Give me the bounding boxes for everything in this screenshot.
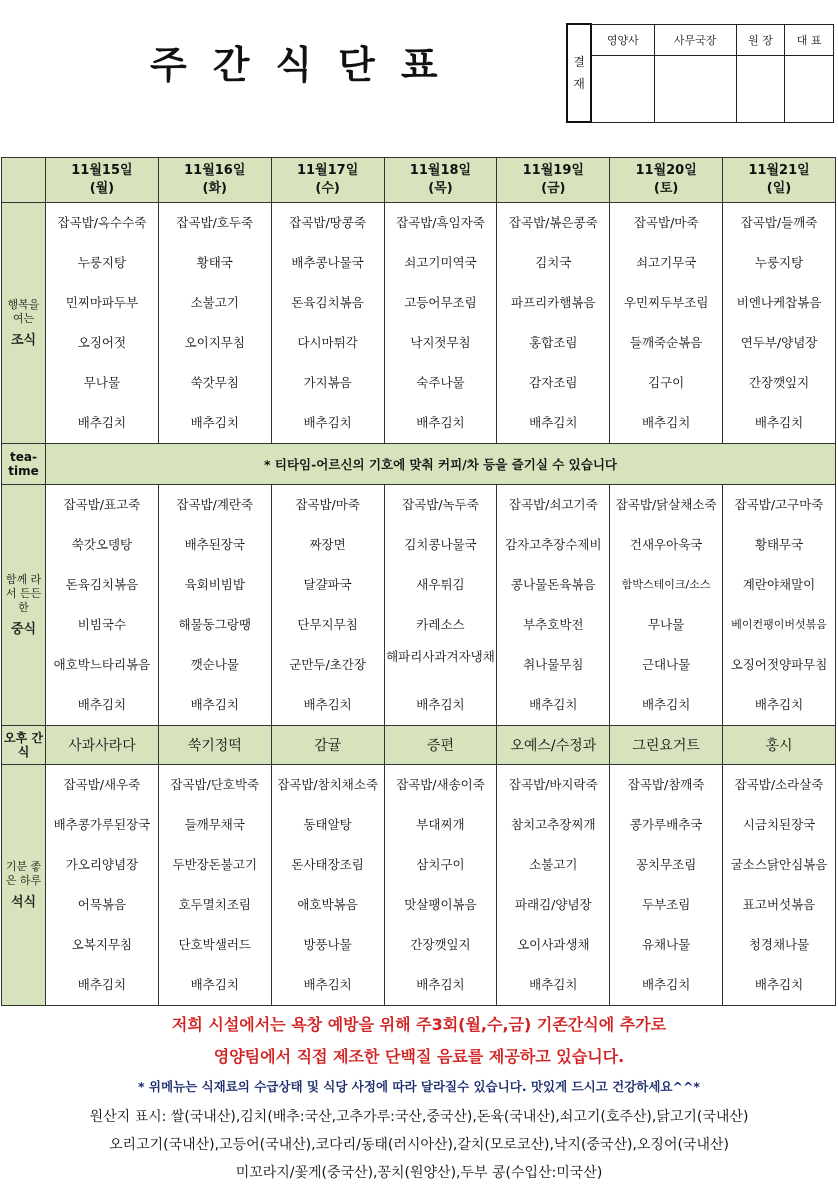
approval-box [566, 23, 834, 123]
day-of-week: (목) [428, 181, 453, 196]
menu-item: 잡곡밥/새우죽 [63, 777, 141, 792]
menu-item: 단무지무침 [297, 617, 358, 632]
menu-item: 잡곡밥/마죽 [633, 215, 699, 230]
dinner-label-main: 석식 [10, 895, 37, 910]
snack-item: 사과사라다 [46, 726, 159, 765]
menu-item: 배추김치 [303, 977, 352, 992]
menu-item: 쇠고기무국 [635, 255, 697, 270]
lunch-day-cell [384, 485, 497, 726]
menu-item: 배추김치 [416, 697, 465, 712]
menu-item: 우민찌두부조림 [623, 295, 709, 310]
menu-item: 육회비빔밥 [184, 577, 245, 592]
menu-item: 단호박샐러드 [178, 937, 251, 952]
weekly-menu-table [1, 157, 836, 1006]
snack-item: 증편 [384, 726, 497, 765]
day-date: 11월20일 [635, 163, 697, 178]
menu-item: 해파리사과겨자냉채 [386, 649, 495, 664]
menu-item: 표고버섯볶음 [742, 897, 816, 912]
menu-item: 배추김치 [529, 415, 578, 430]
origin-line: 미꼬라지/꽃게(중국산),꽁치(원양산),두부 콩(수입산:미국산) [235, 1165, 603, 1181]
menu-item: 홍합조림 [529, 335, 578, 350]
menu-item: 소불고기 [529, 857, 578, 872]
snack-row [2, 726, 836, 765]
lunch-row [2, 485, 836, 726]
menu-item: 함박스테이크/소스 [621, 578, 711, 591]
menu-item: 유채나물 [641, 937, 691, 952]
menu-item: 황태국 [196, 255, 233, 270]
menu-item: 군만두/초간장 [289, 657, 366, 672]
day-of-week: (토) [653, 181, 679, 196]
menu-change-notice: * 위메뉴는 식재료의 수급상태 및 식당 사정에 따라 달라질수 있습니다. 맛있게 드시고 건강하세요^^* [138, 1079, 700, 1094]
menu-item: 김치국 [535, 255, 572, 270]
signature-box [591, 55, 654, 122]
menu-item: 오이사과생채 [517, 937, 590, 952]
menu-item: 배추김치 [754, 415, 804, 430]
menu-item: 잡곡밥/참치채소죽 [277, 777, 379, 792]
menu-item: 배추김치 [529, 697, 578, 712]
menu-item: 부추호박전 [523, 617, 584, 632]
day-header [723, 158, 836, 203]
day-of-week: (월) [89, 181, 115, 196]
day-header [497, 158, 610, 203]
approval-role: 원 장 [736, 24, 785, 55]
breakfast-day-cell [158, 203, 271, 444]
menu-item: 가지볶음 [303, 375, 352, 390]
menu-item: 잡곡밥/호두죽 [176, 215, 254, 230]
menu-item: 근대나물 [641, 657, 691, 672]
teatime-text: * 티타임-어르신의 기호에 맞춰 커피/차 등을 즐기실 수 있습니다 [46, 444, 836, 485]
menu-item: 배추김치 [190, 697, 239, 712]
menu-item: 잡곡밥/단호박죽 [170, 777, 260, 792]
menu-item: 짜장면 [309, 537, 346, 552]
signature-box [785, 55, 834, 122]
menu-item: 배추된장국 [184, 537, 245, 552]
teatime-row [2, 444, 836, 485]
menu-item: 계란야채말이 [742, 577, 816, 592]
day-date: 11월17일 [296, 163, 359, 178]
menu-item: 배추김치 [529, 977, 578, 992]
protein-notice-line1: 저희 시설에서는 욕창 예방을 위해 주3회(월,수,금) 기존간식에 추가로 [171, 1015, 667, 1034]
menu-item: 취나물무침 [523, 657, 584, 672]
dinner-day-cell [46, 765, 159, 1006]
lunch-label-main: 중식 [10, 622, 37, 637]
menu-item: 배추김치 [77, 977, 127, 992]
menu-item: 두반장돈불고기 [172, 857, 258, 872]
menu-item: 오이지무침 [184, 335, 245, 350]
day-header [158, 158, 271, 203]
signature-box [654, 55, 736, 122]
breakfast-day-cell [723, 203, 836, 444]
snack-item: 쑥기정떡 [158, 726, 271, 765]
breakfast-label-caption: 행복을 여는 [7, 298, 40, 325]
dinner-day-cell [723, 765, 836, 1006]
menu-item: 감자조림 [529, 375, 578, 390]
lunch-label [2, 485, 46, 726]
menu-item: 돈사태장조림 [291, 857, 364, 872]
menu-item: 연두부/양념장 [740, 335, 818, 350]
menu-item: 잡곡밥/들깨죽 [740, 215, 818, 230]
menu-item: 맛살팽이볶음 [404, 897, 477, 912]
menu-item: 두부조림 [641, 897, 691, 912]
menu-item: 쇠고기미역국 [404, 255, 477, 270]
menu-item: 다시마튀각 [297, 335, 358, 350]
menu-item: 잡곡밥/옥수수죽 [57, 215, 147, 230]
menu-item: 동태알탕 [303, 817, 352, 832]
menu-item: 잡곡밥/바지락죽 [508, 777, 598, 792]
menu-item: 돈육김치볶음 [291, 295, 364, 310]
snack-label: 오후 간식 [2, 726, 46, 765]
day-date: 11월21일 [748, 163, 810, 178]
menu-item: 잡곡밥/땅콩죽 [289, 215, 366, 230]
snack-item: 그린요거트 [610, 726, 723, 765]
menu-item: 잡곡밥/고구마죽 [734, 497, 824, 512]
menu-item: 간장깻잎지 [410, 937, 471, 952]
dinner-label [2, 765, 46, 1006]
menu-item: 오복지무침 [71, 937, 133, 952]
menu-item: 카레소스 [416, 617, 465, 632]
corner-cell [2, 158, 46, 203]
menu-item: 배추김치 [754, 977, 804, 992]
menu-item: 잡곡밥/참깨죽 [627, 777, 705, 792]
menu-item: 배추김치 [641, 415, 691, 430]
approval-side-label: 결재 [567, 24, 591, 122]
day-of-week: (금) [541, 181, 566, 196]
dinner-day-cell [610, 765, 723, 1006]
day-date: 11월16일 [184, 163, 246, 178]
menu-item: 황태무국 [754, 537, 804, 552]
menu-item: 깻순나물 [190, 657, 239, 672]
menu-item: 파래김/양념장 [514, 897, 592, 912]
day-header [384, 158, 497, 203]
breakfast-day-cell [384, 203, 497, 444]
menu-item: 배추김치 [416, 415, 465, 430]
menu-item: 새우튀김 [416, 577, 465, 592]
menu-item: 감자고추장수제비 [504, 537, 602, 552]
dinner-label-caption: 기분 좋은 하루 [5, 860, 42, 887]
menu-item: 해물동그랑땡 [178, 617, 251, 632]
teatime-label: tea-time [2, 444, 46, 485]
origin-line: 원산지 표시: 쌀(국내산),김치(배추:국산,고추가루:국산,중국산),돈육(국내산),쇠고기(호주산),닭고기(국내산) [89, 1109, 749, 1125]
menu-item: 배추김치 [77, 697, 127, 712]
menu-item: 베이컨팽이버섯볶음 [731, 618, 827, 631]
lunch-day-cell [723, 485, 836, 726]
snack-item: 홍시 [723, 726, 836, 765]
menu-item: 숙주나물 [416, 375, 465, 390]
day-header [271, 158, 384, 203]
menu-item: 들깨죽순볶음 [629, 335, 703, 350]
signature-box [736, 55, 785, 122]
page-title: 주간식단표 [150, 43, 464, 87]
approval-role: 사무국장 [654, 24, 736, 55]
menu-item: 꽁치무조림 [635, 857, 697, 872]
day-date: 11월15일 [71, 163, 133, 178]
menu-item: 건새우아욱국 [629, 537, 703, 552]
menu-item: 김치콩나물국 [404, 537, 477, 552]
lunch-label-caption: 함께 라서 든든한 [5, 573, 42, 614]
menu-item: 콩나물돈육볶음 [511, 577, 596, 592]
menu-item: 애호박느타리볶음 [53, 657, 151, 672]
menu-item: 청경채나물 [748, 937, 810, 952]
menu-item: 비빔국수 [77, 617, 127, 632]
menu-item: 고등어무조림 [404, 295, 477, 310]
menu-item: 누룽지탕 [754, 255, 804, 270]
breakfast-day-cell [271, 203, 384, 444]
day-of-week: (수) [315, 181, 340, 196]
date-header-row [2, 158, 836, 203]
menu-item: 무나물 [83, 375, 121, 390]
lunch-day-cell [271, 485, 384, 726]
menu-item: 소불고기 [190, 295, 239, 310]
menu-item: 삼치구이 [416, 857, 465, 872]
menu-item: 잡곡밥/녹두죽 [402, 497, 479, 512]
lunch-day-cell [497, 485, 610, 726]
lunch-day-cell [158, 485, 271, 726]
menu-item: 배추김치 [303, 415, 352, 430]
menu-item: 잡곡밥/표고죽 [63, 497, 141, 512]
approval-role: 대 표 [785, 24, 834, 55]
menu-item: 배추김치 [754, 697, 804, 712]
menu-item: 배추콩가루된장국 [53, 817, 151, 832]
menu-item: 무나물 [648, 617, 685, 632]
dinner-day-cell [384, 765, 497, 1006]
menu-item: 가오리양념장 [65, 857, 139, 872]
breakfast-label [2, 203, 46, 444]
dinner-day-cell [271, 765, 384, 1006]
menu-item: 달걀파국 [303, 577, 352, 592]
menu-item: 오징어젓양파무침 [730, 657, 828, 672]
day-header [610, 158, 723, 203]
menu-item: 참치고추장찌개 [511, 817, 596, 832]
menu-item: 파프리카햄볶음 [511, 295, 596, 310]
breakfast-label-main: 조식 [10, 333, 37, 348]
menu-item: 민찌마파두부 [65, 295, 139, 310]
menu-item: 부대찌개 [416, 817, 465, 832]
menu-item: 잡곡밥/새송이죽 [396, 777, 485, 792]
menu-item: 호두멸치조림 [178, 897, 251, 912]
snack-item: 감귤 [271, 726, 384, 765]
dinner-day-cell [158, 765, 271, 1006]
menu-item: 어묵볶음 [77, 897, 127, 912]
menu-item: 배추김치 [190, 977, 239, 992]
menu-item: 누룽지탕 [77, 255, 127, 270]
menu-item: 잡곡밥/계란죽 [176, 497, 254, 512]
menu-item: 잡곡밥/닭살채소죽 [615, 497, 717, 512]
breakfast-day-cell [610, 203, 723, 444]
menu-item: 콩가루배추국 [629, 817, 703, 832]
menu-item: 잡곡밥/흑임자죽 [396, 215, 485, 230]
lunch-day-cell [46, 485, 159, 726]
menu-item: 쑥갓오뎅탕 [71, 537, 133, 552]
protein-notice-line2: 영양팀에서 직접 제조한 단백질 음료를 제공하고 있습니다. [213, 1047, 625, 1066]
snack-item: 오예스/수정과 [497, 726, 610, 765]
menu-item: 배추김치 [416, 977, 465, 992]
dinner-day-cell [497, 765, 610, 1006]
menu-item: 오징어젓 [77, 335, 127, 350]
menu-item: 간장깻잎지 [748, 375, 810, 390]
day-header [46, 158, 159, 203]
menu-item: 비엔나케찹볶음 [736, 295, 822, 310]
menu-item: 돈육김치볶음 [65, 577, 139, 592]
menu-item: 배추김치 [641, 977, 691, 992]
menu-item: 배추김치 [303, 697, 352, 712]
menu-item: 김구이 [648, 375, 685, 390]
breakfast-day-cell [497, 203, 610, 444]
menu-item: 쑥갓무침 [190, 375, 239, 390]
day-of-week: (일) [766, 181, 792, 196]
menu-item: 잡곡밥/볶은콩죽 [508, 215, 598, 230]
menu-item: 배추김치 [641, 697, 691, 712]
menu-item: 굴소스닭안심볶음 [730, 857, 828, 872]
menu-item: 배추김치 [190, 415, 239, 430]
approval-role: 영양사 [591, 24, 654, 55]
menu-item: 들깨무채국 [184, 817, 245, 832]
menu-item: 애호박볶음 [297, 897, 358, 912]
menu-item: 시금치된장국 [742, 817, 816, 832]
origin-line: 오리고기(국내산),고등어(국내산),코다리/동태(러시아산),갈치(모로코산),낙지(중국산),오징어(국내산) [109, 1137, 729, 1153]
dinner-row [2, 765, 836, 1006]
menu-item: 잡곡밥/소라살죽 [734, 777, 824, 792]
day-date: 11월19일 [522, 163, 584, 178]
menu-item: 잡곡밥/쇠고기죽 [508, 497, 598, 512]
menu-item: 잡곡밥/마죽 [295, 497, 360, 512]
breakfast-day-cell [46, 203, 159, 444]
breakfast-row [2, 203, 836, 444]
menu-item: 방풍나물 [303, 937, 352, 952]
lunch-day-cell [610, 485, 723, 726]
day-date: 11월18일 [409, 163, 472, 178]
day-of-week: (화) [202, 181, 227, 196]
menu-item: 낙지젓무침 [410, 335, 471, 350]
menu-item: 배추콩나물국 [291, 255, 364, 270]
menu-item: 배추김치 [77, 415, 127, 430]
